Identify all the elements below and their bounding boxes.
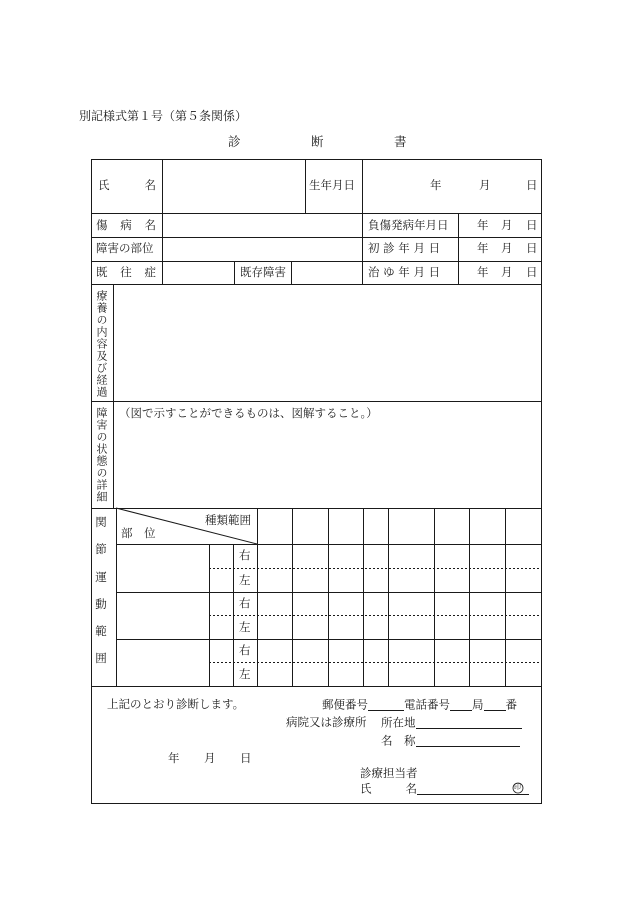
footer-month: 月 [204,751,216,765]
birth-month: 月 [479,178,491,192]
cure-date-label: 治 ゆ 年 月 日 [368,265,441,279]
injury-date-label: 負傷発病年月日 [368,218,449,232]
first-visit-month: 月 [501,241,513,255]
name-label: 氏 名 [98,178,156,192]
site-header: 部 位 [121,526,156,540]
address-field [381,717,522,729]
postal-code-field [322,699,517,711]
injury-year: 年 [477,218,489,232]
right-label-2: 右 [239,596,251,610]
medical-history-label: 既 往 症 [96,265,156,279]
birth-date-label: 生年月日 [309,178,355,192]
facility-name-field [381,735,520,747]
station-label: 局 [472,697,484,712]
treatment-label: 療養の内容及び経過 [95,290,108,398]
right-label-3: 右 [239,643,251,657]
cure-month: 月 [501,265,513,279]
first-visit-day: 日 [526,241,538,255]
footer-year: 年 [168,751,180,765]
existing-disability-label: 既存障害 [240,265,286,279]
condition-label: 障害の状態の詳細 [95,407,108,503]
footer-day: 日 [240,751,252,765]
rom-label: 関 節 運 動 範 囲 [95,515,107,666]
injury-name-label: 傷 病 名 [96,218,156,232]
left-label-3: 左 [239,667,251,681]
seal-mark: 印 [514,783,521,791]
injury-day: 日 [526,218,538,232]
cure-day: 日 [526,265,538,279]
left-label-1: 左 [239,573,251,587]
address-label: 所在地 [381,715,416,730]
right-label-1: 右 [239,548,251,562]
number-label: 番 [505,697,517,712]
type-range-header: 種類範囲 [205,513,251,527]
first-visit-label: 初 診 年 月 日 [368,241,441,255]
condition-note: （図で示すことができるものは、図解すること。） [119,406,378,420]
title-char-2: 断 [311,134,324,149]
injury-month: 月 [501,218,513,232]
title-char-1: 診 [228,134,241,149]
phone-label: 電話番号 [404,697,450,712]
birth-day: 日 [526,178,538,192]
doctor-label: 診療担当者 [360,766,418,780]
disability-site-label: 障害の部位 [96,241,154,255]
first-visit-year: 年 [477,241,489,255]
title-char-3: 書 [394,134,407,149]
form-reference: 別記様式第１号（第５条関係） [79,109,248,123]
diagnosis-statement: 上記のとおり診断します。 [107,697,245,711]
facility-name-label: 名 称 [381,733,416,748]
birth-year: 年 [430,178,442,192]
cure-year: 年 [477,265,489,279]
left-label-2: 左 [239,620,251,634]
postal-code-label: 郵便番号 [322,697,368,712]
doctor-name-field: 氏 名 [360,783,529,795]
hospital-label: 病院又は診療所 [286,715,367,729]
